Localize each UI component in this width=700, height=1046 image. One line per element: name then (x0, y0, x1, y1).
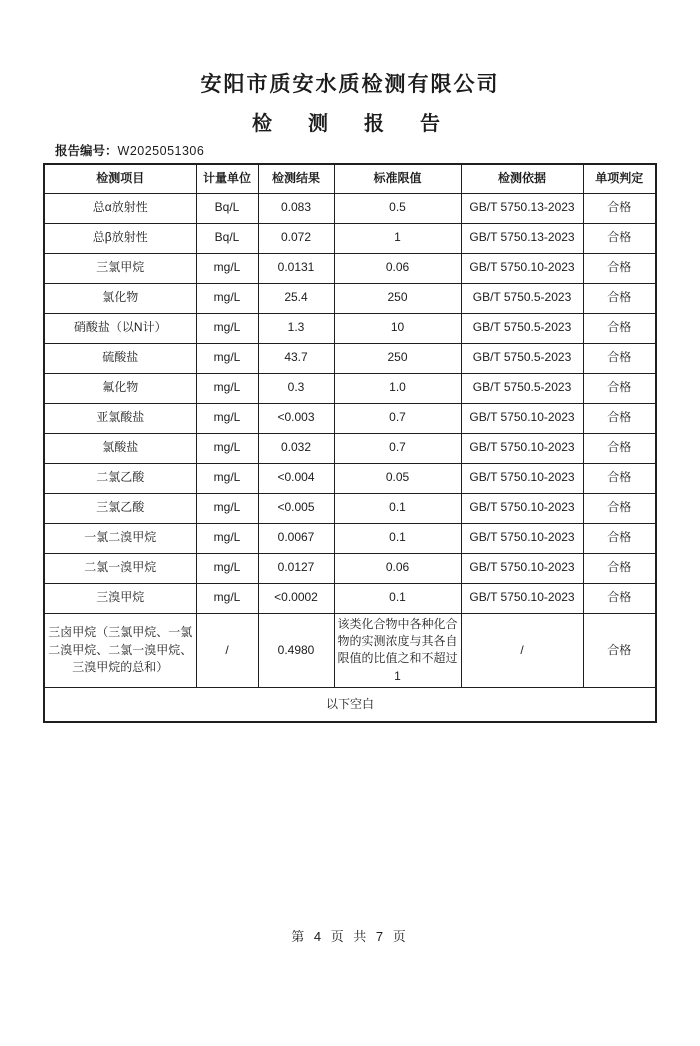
table-row (44, 313, 656, 343)
cell-judgment: 合格 (583, 403, 656, 433)
cell-result: 0.0127 (258, 553, 334, 583)
cell-judgment: 合格 (583, 433, 656, 463)
cell-result: <0.003 (258, 403, 334, 433)
column-header-basis: 检测依据 (461, 164, 583, 193)
cell-basis: GB/T 5750.10-2023 (461, 403, 583, 433)
cell-unit: mg/L (196, 553, 258, 583)
cell-basis: GB/T 5750.5-2023 (461, 313, 583, 343)
cell-item: 硝酸盐（以N计） (44, 313, 196, 343)
page-number: 第 4 页 共 7 页 (291, 929, 409, 944)
cell-result: <0.004 (258, 463, 334, 493)
cell-limit: 1.0 (334, 373, 461, 403)
cell-item: 硫酸盐 (44, 343, 196, 373)
cell-result: 1.3 (258, 313, 334, 343)
cell-item: 总β放射性 (44, 223, 196, 253)
table-row (44, 193, 656, 223)
column-header-unit: 计量单位 (196, 164, 258, 193)
cell-basis: GB/T 5750.10-2023 (461, 493, 583, 523)
cell-item: 氟化物 (44, 373, 196, 403)
cell-unit: mg/L (196, 433, 258, 463)
cell-judgment: 合格 (583, 313, 656, 343)
cell-result: 0.083 (258, 193, 334, 223)
table-header (44, 164, 656, 193)
cell-limit: 0.05 (334, 463, 461, 493)
cell-basis: GB/T 5750.10-2023 (461, 523, 583, 553)
cell-unit: mg/L (196, 283, 258, 313)
cell-basis: / (461, 613, 583, 688)
cell-result: 0.072 (258, 223, 334, 253)
results-table (43, 163, 657, 723)
cell-basis: GB/T 5750.10-2023 (461, 553, 583, 583)
cell-item: 三溴甲烷 (44, 583, 196, 613)
table-row (44, 433, 656, 463)
table-row (44, 283, 656, 313)
cell-limit: 0.7 (334, 403, 461, 433)
cell-limit: 0.1 (334, 583, 461, 613)
cell-judgment: 合格 (583, 553, 656, 583)
cell-result: 0.3 (258, 373, 334, 403)
cell-item: 三卤甲烷（三氯甲烷、一氯二溴甲烷、二氯一溴甲烷、三溴甲烷的总和） (44, 613, 196, 688)
column-header-result: 检测结果 (258, 164, 334, 193)
cell-limit: 0.06 (334, 553, 461, 583)
cell-item: 氯化物 (44, 283, 196, 313)
table-row (44, 343, 656, 373)
cell-basis: GB/T 5750.10-2023 (461, 253, 583, 283)
table-row-blank-note (44, 688, 656, 722)
cell-basis: GB/T 5750.13-2023 (461, 193, 583, 223)
cell-item: 三氯甲烷 (44, 253, 196, 283)
cell-judgment: 合格 (583, 613, 656, 688)
cell-unit: mg/L (196, 313, 258, 343)
table-row (44, 373, 656, 403)
table-row (44, 583, 656, 613)
cell-unit: mg/L (196, 403, 258, 433)
table-row (44, 613, 656, 688)
cell-unit: mg/L (196, 373, 258, 403)
cell-judgment: 合格 (583, 193, 656, 223)
cell-item: 二氯乙酸 (44, 463, 196, 493)
report-number-label: 报告编号： (55, 144, 118, 158)
cell-limit: 250 (334, 343, 461, 373)
cell-judgment: 合格 (583, 283, 656, 313)
cell-result: 43.7 (258, 343, 334, 373)
cell-basis: GB/T 5750.10-2023 (461, 463, 583, 493)
table-row (44, 223, 656, 253)
cell-unit: mg/L (196, 493, 258, 523)
cell-limit: 0.1 (334, 523, 461, 553)
cell-unit: mg/L (196, 523, 258, 553)
blank-note: 以下空白 (44, 688, 656, 722)
table-row (44, 253, 656, 283)
table-row (44, 553, 656, 583)
table-row (44, 493, 656, 523)
cell-unit: / (196, 613, 258, 688)
cell-result: 25.4 (258, 283, 334, 313)
cell-judgment: 合格 (583, 253, 656, 283)
cell-basis: GB/T 5750.5-2023 (461, 283, 583, 313)
cell-result: 0.032 (258, 433, 334, 463)
column-header-item: 检测项目 (44, 164, 196, 193)
cell-limit: 250 (334, 283, 461, 313)
cell-result: <0.0002 (258, 583, 334, 613)
cell-limit: 该类化合物中各种化合物的实测浓度与其各自限值的比值之和不超过1 (334, 613, 461, 688)
cell-item: 亚氯酸盐 (44, 403, 196, 433)
cell-judgment: 合格 (583, 343, 656, 373)
cell-judgment: 合格 (583, 223, 656, 253)
cell-limit: 0.1 (334, 493, 461, 523)
table-row (44, 523, 656, 553)
cell-limit: 10 (334, 313, 461, 343)
cell-basis: GB/T 5750.13-2023 (461, 223, 583, 253)
cell-unit: mg/L (196, 343, 258, 373)
cell-item: 总α放射性 (44, 193, 196, 223)
report-title: 检 测 报 告 (252, 113, 448, 135)
table-row (44, 403, 656, 433)
cell-result: 0.0131 (258, 253, 334, 283)
cell-result: <0.005 (258, 493, 334, 523)
table-row (44, 463, 656, 493)
cell-unit: Bq/L (196, 193, 258, 223)
report-number (55, 141, 204, 159)
report-number-value: W2025051306 (117, 144, 205, 158)
cell-item: 一氯二溴甲烷 (44, 523, 196, 553)
cell-unit: mg/L (196, 583, 258, 613)
column-header-judgment: 单项判定 (583, 164, 656, 193)
cell-basis: GB/T 5750.10-2023 (461, 433, 583, 463)
cell-item: 氯酸盐 (44, 433, 196, 463)
cell-judgment: 合格 (583, 463, 656, 493)
cell-result: 0.0067 (258, 523, 334, 553)
cell-item: 三氯乙酸 (44, 493, 196, 523)
cell-limit: 0.06 (334, 253, 461, 283)
cell-limit: 1 (334, 223, 461, 253)
cell-unit: mg/L (196, 463, 258, 493)
cell-basis: GB/T 5750.10-2023 (461, 583, 583, 613)
cell-limit: 0.7 (334, 433, 461, 463)
cell-judgment: 合格 (583, 583, 656, 613)
company-name: 安阳市质安水质检测有限公司 (200, 73, 500, 96)
cell-item: 二氯一溴甲烷 (44, 553, 196, 583)
cell-limit: 0.5 (334, 193, 461, 223)
cell-unit: mg/L (196, 253, 258, 283)
cell-basis: GB/T 5750.5-2023 (461, 373, 583, 403)
cell-unit: Bq/L (196, 223, 258, 253)
cell-basis: GB/T 5750.5-2023 (461, 343, 583, 373)
cell-result: 0.4980 (258, 613, 334, 688)
cell-judgment: 合格 (583, 373, 656, 403)
column-header-limit: 标准限值 (334, 164, 461, 193)
cell-judgment: 合格 (583, 523, 656, 553)
cell-judgment: 合格 (583, 493, 656, 523)
